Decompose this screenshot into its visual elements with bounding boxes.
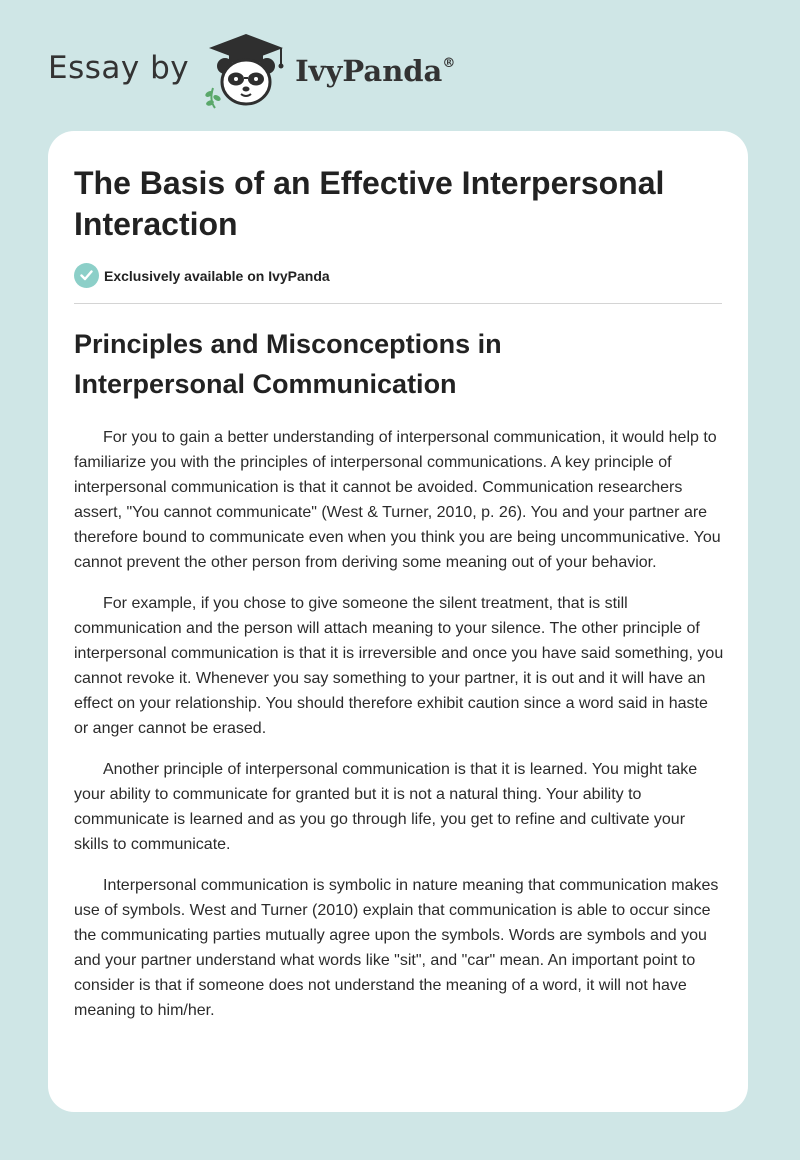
site-header	[48, 30, 455, 110]
exclusive-badge	[74, 263, 330, 288]
check-mark-svg	[80, 270, 93, 281]
paragraph: For example, if you chose to give someone the silent treatment, that is still communication and the person will attach meaning to your silence. The other principle of interpersonal communication is that it is irreversible and once you have said something, you cannot revoke it. Whenever you say something to your partner, it is out and it will have an effect on your relationship. You should therefore exhibit caution since a word said in haste or anger cannot be erased.	[74, 595, 724, 737]
essay-body	[74, 425, 724, 1039]
paragraph: Interpersonal communication is symbolic in nature meaning that communication makes use of symbols. West and Turner (2010) explain that communication is able to occur since the communicating parties mutually agree upon the symbols. Words are symbols and you and your partner understand what words like "sit", and "car" mean. An important point to consider is that if someone does not understand the meaning of a word, it will not have meaning to him/her.	[74, 877, 719, 1019]
exclusive-badge-text: Exclusively available on IvyPanda	[104, 267, 330, 284]
title-divider	[74, 303, 722, 304]
registered-mark: ®	[442, 56, 456, 71]
section-heading: Principles and Misconceptions in Interpersonal Communication	[74, 329, 502, 399]
panda-graduate-icon[interactable]	[203, 30, 289, 110]
brand-name[interactable]	[295, 54, 455, 88]
check-circle-icon	[74, 263, 99, 288]
paragraph: For you to gain a better understanding of interpersonal communication, it would help to familiarize you with the principles of interpersonal communications. A key principle of interpersonal communication is that it cannot be avoided. Communication researchers assert, "You cannot communicate" (West & Turner, 2010, p. 26). You and your partner are therefore bound to communicate even when you think you are being uncommunicative. You cannot prevent the other person from deriving some meaning out of your behavior.	[74, 429, 721, 571]
essay-card	[48, 131, 748, 1112]
panda-logo-svg	[203, 30, 289, 110]
brand-text: IvyPanda	[295, 54, 443, 88]
paragraph: Another principle of interpersonal communication is that it is learned. You might take your ability to communicate for granted but it is not a natural thing. Your ability to communicate is learned and as you go through life, you get to refine and cultivate your skills to communicate.	[74, 761, 698, 853]
essay-title: The Basis of an Effective Interpersonal Interaction	[74, 165, 665, 242]
essay-by-label: Essay by	[48, 50, 190, 86]
